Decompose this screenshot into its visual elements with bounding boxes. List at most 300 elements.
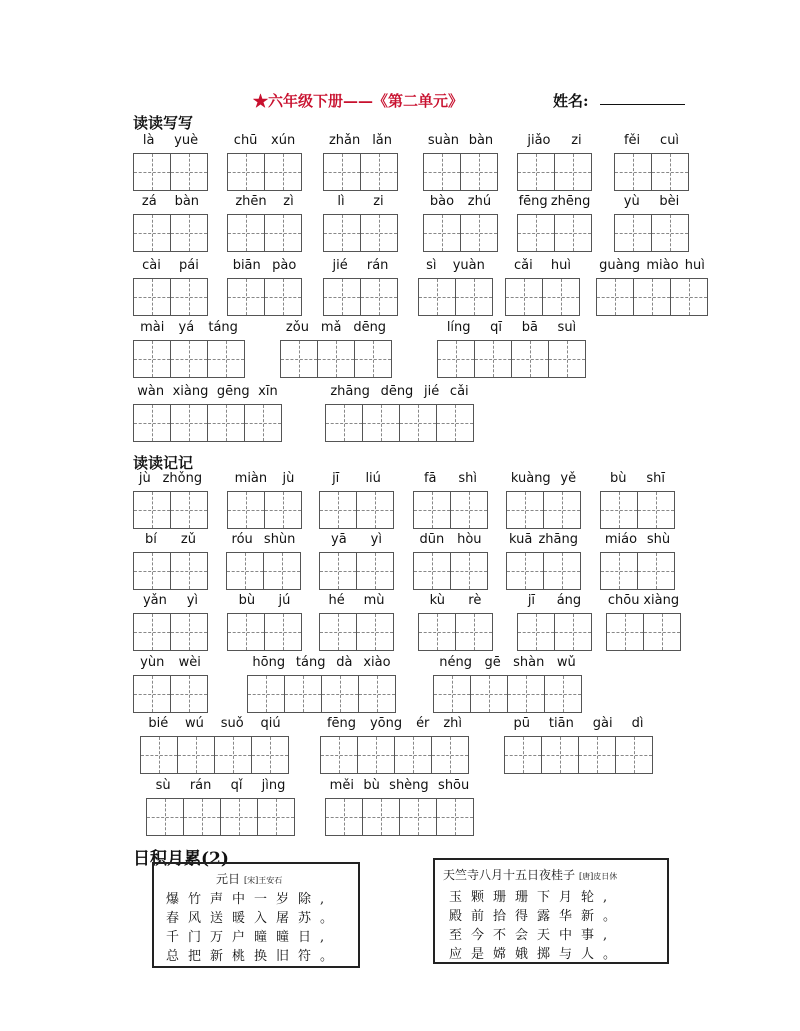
pinyin-word-group	[600, 532, 675, 590]
pinyin-row	[146, 778, 295, 796]
pinyin-syllable: mù	[363, 593, 385, 608]
writing-cell[interactable]	[319, 613, 357, 651]
tianzige-boxes	[247, 675, 396, 713]
tianzige-boxes	[133, 675, 208, 713]
pinyin-syllable: bèi	[659, 194, 680, 209]
tianzige-boxes	[323, 153, 398, 191]
tianzige-boxes	[596, 278, 708, 316]
pinyin-row	[133, 655, 208, 673]
pinyin-row	[227, 133, 302, 151]
pinyin-syllable: bàn	[174, 194, 200, 209]
name-label: 姓名:	[553, 92, 589, 110]
pinyin-row	[133, 471, 208, 489]
pinyin-syllable: suǒ	[220, 716, 244, 731]
writing-cell[interactable]	[614, 214, 652, 252]
writing-cell[interactable]	[643, 613, 681, 651]
pinyin-syllable: shī	[646, 471, 666, 486]
pinyin-word-group	[614, 194, 689, 252]
writing-cell[interactable]	[207, 404, 245, 442]
writing-cell[interactable]	[651, 153, 689, 191]
poem-line: 应是嫦娥掷与人。	[449, 947, 626, 962]
pinyin-word-group	[227, 258, 302, 316]
tianzige-boxes	[133, 404, 282, 442]
writing-cell[interactable]	[264, 491, 302, 529]
writing-cell[interactable]	[670, 278, 708, 316]
pinyin-syllable: yōng	[369, 716, 403, 731]
pinyin-syllable: zhǒng	[162, 471, 203, 486]
pinyin-syllable: shàn	[513, 655, 545, 670]
writing-cell[interactable]	[362, 404, 400, 442]
writing-cell[interactable]	[146, 798, 184, 836]
writing-cell[interactable]	[548, 340, 586, 378]
writing-cell[interactable]	[264, 278, 302, 316]
pinyin-syllable: bào	[429, 194, 455, 209]
writing-cell[interactable]	[455, 613, 493, 651]
writing-cell[interactable]	[600, 552, 638, 590]
poem-title	[216, 870, 282, 887]
pinyin-row	[320, 716, 469, 734]
pinyin-word-group	[517, 133, 592, 191]
pinyin-syllable: táng	[208, 320, 238, 335]
tianzige-boxes	[146, 798, 295, 836]
writing-cell[interactable]	[356, 552, 394, 590]
pinyin-row	[280, 320, 392, 338]
writing-cell[interactable]	[244, 404, 282, 442]
pinyin-syllable: zá	[141, 194, 157, 209]
pinyin-word-group	[596, 258, 708, 316]
pinyin-row	[505, 258, 580, 276]
writing-cell[interactable]	[437, 340, 475, 378]
pinyin-word-group	[133, 384, 282, 442]
writing-cell[interactable]	[554, 153, 592, 191]
pinyin-syllable: táng	[295, 655, 326, 670]
pinyin-syllable: zhì	[443, 716, 463, 731]
writing-cell[interactable]	[358, 675, 396, 713]
writing-cell[interactable]	[614, 153, 652, 191]
writing-cell[interactable]	[133, 340, 171, 378]
tianzige-boxes	[423, 214, 498, 252]
pinyin-syllable: jié	[332, 258, 348, 273]
pinyin-syllable: lǎn	[372, 133, 393, 148]
writing-cell[interactable]	[319, 491, 357, 529]
writing-cell[interactable]	[541, 736, 579, 774]
writing-cell[interactable]	[506, 552, 544, 590]
writing-cell[interactable]	[170, 552, 208, 590]
pinyin-row	[423, 194, 498, 212]
pinyin-row	[133, 258, 208, 276]
pinyin-syllable: shōu	[438, 778, 470, 793]
writing-cell[interactable]	[325, 798, 363, 836]
pinyin-syllable: qī	[490, 320, 503, 335]
pinyin-row	[433, 655, 582, 673]
pinyin-row	[600, 532, 675, 550]
pinyin-syllable: jìng	[261, 778, 286, 793]
pinyin-syllable: lì	[337, 194, 345, 209]
pinyin-row	[517, 194, 592, 212]
writing-cell[interactable]	[418, 278, 456, 316]
writing-cell[interactable]	[207, 340, 245, 378]
writing-cell[interactable]	[263, 552, 301, 590]
pinyin-row	[319, 593, 394, 611]
writing-cell[interactable]	[433, 675, 471, 713]
pinyin-word-group	[319, 471, 394, 529]
writing-cell[interactable]	[606, 613, 644, 651]
writing-cell[interactable]	[183, 798, 221, 836]
writing-cell[interactable]	[214, 736, 252, 774]
pinyin-syllable: yùn	[140, 655, 165, 670]
pinyin-syllable: jiǎo	[527, 133, 551, 148]
pinyin-syllable: tiān	[548, 716, 574, 731]
writing-cell[interactable]	[554, 613, 592, 651]
writing-cell[interactable]	[247, 675, 285, 713]
writing-cell[interactable]	[360, 153, 398, 191]
pinyin-syllable: rè	[468, 593, 482, 608]
pinyin-row	[140, 716, 289, 734]
pinyin-syllable: yì	[370, 532, 382, 547]
pinyin-row	[506, 532, 581, 550]
pinyin-syllable: yá	[178, 320, 195, 335]
writing-cell[interactable]	[542, 278, 580, 316]
writing-cell[interactable]	[543, 491, 581, 529]
pinyin-word-group	[413, 532, 488, 590]
pinyin-word-group	[325, 778, 474, 836]
pinyin-syllable: là	[142, 133, 155, 148]
pinyin-word-group	[227, 194, 302, 252]
writing-cell[interactable]	[517, 214, 555, 252]
writing-cell[interactable]	[140, 736, 178, 774]
pinyin-syllable: qiú	[260, 716, 281, 731]
writing-cell[interactable]	[505, 278, 543, 316]
pinyin-row	[133, 194, 208, 212]
pinyin-syllable: rán	[366, 258, 389, 273]
pinyin-syllable: sì	[426, 258, 437, 273]
writing-cell[interactable]	[517, 613, 555, 651]
pinyin-row	[614, 194, 689, 212]
writing-cell[interactable]	[264, 153, 302, 191]
tianzige-boxes	[517, 153, 592, 191]
writing-cell[interactable]	[284, 675, 322, 713]
writing-cell[interactable]	[170, 675, 208, 713]
writing-cell[interactable]	[323, 214, 361, 252]
pinyin-syllable: miáo	[604, 532, 638, 547]
writing-cell[interactable]	[357, 736, 395, 774]
writing-cell[interactable]	[399, 404, 437, 442]
writing-cell[interactable]	[543, 552, 581, 590]
writing-cell[interactable]	[321, 675, 359, 713]
writing-cell[interactable]	[177, 736, 215, 774]
pinyin-syllable: huì	[550, 258, 571, 273]
writing-cell[interactable]	[431, 736, 469, 774]
writing-cell[interactable]	[227, 613, 265, 651]
writing-cell[interactable]	[651, 214, 689, 252]
tianzige-boxes	[280, 340, 392, 378]
writing-cell[interactable]	[362, 798, 400, 836]
tianzige-boxes	[418, 613, 493, 651]
writing-cell[interactable]	[133, 613, 171, 651]
writing-cell[interactable]	[507, 675, 545, 713]
writing-cell[interactable]	[399, 798, 437, 836]
writing-cell[interactable]	[360, 214, 398, 252]
tianzige-boxes	[319, 552, 394, 590]
pinyin-syllable: xiào	[363, 655, 391, 670]
writing-cell[interactable]	[413, 552, 451, 590]
writing-cell[interactable]	[423, 153, 461, 191]
writing-cell[interactable]	[394, 736, 432, 774]
pinyin-word-group	[140, 716, 289, 774]
poem-title-text: 天竺寺八月十五日夜桂子	[443, 868, 576, 882]
pinyin-word-group	[506, 471, 581, 529]
pinyin-syllable: róu	[231, 532, 253, 547]
writing-cell[interactable]	[133, 404, 171, 442]
pinyin-syllable: yì	[186, 593, 199, 608]
writing-cell[interactable]	[257, 798, 295, 836]
writing-cell[interactable]	[554, 214, 592, 252]
writing-cell[interactable]	[323, 278, 361, 316]
poem-line: 千门万户曈曈日,	[166, 930, 334, 945]
pinyin-row	[323, 133, 398, 151]
pinyin-row	[506, 471, 581, 489]
writing-cell[interactable]	[226, 552, 264, 590]
pinyin-word-group	[323, 258, 398, 316]
writing-cell[interactable]	[413, 491, 451, 529]
tianzige-boxes	[505, 278, 580, 316]
writing-cell[interactable]	[325, 404, 363, 442]
pinyin-syllable: mǎ	[320, 320, 342, 335]
pinyin-syllable: miàn	[234, 471, 268, 486]
tianzige-boxes	[600, 552, 675, 590]
writing-cell[interactable]	[170, 491, 208, 529]
pinyin-row	[133, 320, 245, 338]
tianzige-boxes	[413, 491, 488, 529]
pinyin-row	[606, 593, 681, 611]
page-title: ★六年级下册——《第二单元》	[253, 92, 464, 110]
tianzige-boxes	[133, 491, 208, 529]
writing-cell[interactable]	[227, 214, 265, 252]
poem-line: 爆竹声中一岁除,	[166, 892, 334, 907]
pinyin-word-group	[133, 471, 208, 529]
pinyin-row	[226, 532, 301, 550]
pinyin-word-group	[133, 655, 208, 713]
writing-cell[interactable]	[170, 613, 208, 651]
pinyin-syllable: chōu	[607, 593, 640, 608]
writing-cell[interactable]	[320, 736, 358, 774]
writing-cell[interactable]	[511, 340, 549, 378]
writing-cell[interactable]	[360, 278, 398, 316]
name-blank-line[interactable]	[600, 104, 685, 105]
section-title-read-write: 读读写写	[133, 114, 194, 132]
pinyin-syllable: shùn	[263, 532, 296, 547]
writing-cell[interactable]	[227, 491, 265, 529]
pinyin-syllable: zhēng	[550, 194, 591, 209]
writing-cell[interactable]	[637, 552, 675, 590]
writing-cell[interactable]	[170, 404, 208, 442]
writing-cell[interactable]	[615, 736, 653, 774]
poem-author: [唐]皮日休	[579, 872, 618, 881]
writing-cell[interactable]	[450, 552, 488, 590]
pinyin-syllable: fēng	[326, 716, 357, 731]
writing-cell[interactable]	[170, 214, 208, 252]
writing-cell[interactable]	[133, 675, 171, 713]
writing-cell[interactable]	[251, 736, 289, 774]
pinyin-syllable: yā	[331, 532, 347, 547]
tianzige-boxes	[227, 278, 302, 316]
pinyin-syllable: gài	[592, 716, 613, 731]
writing-cell[interactable]	[544, 675, 582, 713]
tianzige-boxes	[506, 552, 581, 590]
writing-cell[interactable]	[436, 798, 474, 836]
pinyin-syllable: kù	[429, 593, 446, 608]
writing-cell[interactable]	[474, 340, 512, 378]
pinyin-word-group	[614, 133, 689, 191]
writing-cell[interactable]	[264, 214, 302, 252]
pinyin-syllable: jú	[278, 593, 291, 608]
pinyin-word-group	[505, 258, 580, 316]
writing-cell[interactable]	[133, 552, 171, 590]
pinyin-word-group	[517, 194, 592, 252]
writing-cell[interactable]	[133, 153, 171, 191]
pinyin-syllable: áng	[556, 593, 582, 608]
pinyin-syllable: biān	[232, 258, 261, 273]
writing-cell[interactable]	[133, 491, 171, 529]
pinyin-word-group	[146, 778, 295, 836]
pinyin-row	[614, 133, 689, 151]
writing-cell[interactable]	[517, 153, 555, 191]
pinyin-row	[319, 471, 394, 489]
pinyin-row	[133, 384, 282, 402]
pinyin-syllable: fěi	[623, 133, 641, 148]
writing-cell[interactable]	[600, 491, 638, 529]
pinyin-syllable: cài	[142, 258, 161, 273]
tianzige-boxes	[600, 491, 675, 529]
writing-cell[interactable]	[356, 491, 394, 529]
tianzige-boxes	[437, 340, 586, 378]
poem-author: [宋]王安石	[244, 876, 283, 885]
writing-cell[interactable]	[633, 278, 671, 316]
writing-cell[interactable]	[323, 153, 361, 191]
pinyin-syllable: zhāng	[330, 384, 370, 399]
pinyin-syllable: yǎn	[142, 593, 167, 608]
pinyin-word-group	[418, 258, 493, 316]
writing-cell[interactable]	[170, 153, 208, 191]
pinyin-syllable: pào	[272, 258, 297, 273]
pinyin-row	[227, 258, 302, 276]
writing-cell[interactable]	[220, 798, 258, 836]
writing-cell[interactable]	[170, 278, 208, 316]
writing-cell[interactable]	[460, 153, 498, 191]
pinyin-row	[323, 258, 398, 276]
writing-cell[interactable]	[170, 340, 208, 378]
pinyin-syllable: yuè	[174, 133, 199, 148]
tianzige-boxes	[323, 214, 398, 252]
poem-title	[443, 866, 617, 883]
pinyin-syllable: mài	[140, 320, 165, 335]
pinyin-syllable: jié	[424, 384, 440, 399]
tianzige-boxes	[133, 613, 208, 651]
tianzige-boxes	[504, 736, 653, 774]
pinyin-word-group	[247, 655, 396, 713]
pinyin-syllable: cuì	[660, 133, 680, 148]
writing-cell[interactable]	[227, 153, 265, 191]
pinyin-syllable: jī	[527, 593, 536, 608]
pinyin-syllable: zi	[373, 194, 384, 209]
pinyin-syllable: guàng	[599, 258, 641, 273]
pinyin-row	[596, 258, 708, 276]
tianzige-boxes	[517, 214, 592, 252]
pinyin-row	[227, 593, 302, 611]
writing-cell[interactable]	[455, 278, 493, 316]
writing-cell[interactable]	[504, 736, 542, 774]
pinyin-syllable: yuàn	[452, 258, 485, 273]
writing-cell[interactable]	[133, 278, 171, 316]
pinyin-syllable: dà	[336, 655, 353, 670]
writing-cell[interactable]	[578, 736, 616, 774]
pinyin-syllable: jī	[332, 471, 340, 486]
pinyin-syllable: xiàng	[172, 384, 209, 399]
writing-cell[interactable]	[319, 552, 357, 590]
tianzige-boxes	[614, 214, 689, 252]
writing-cell[interactable]	[470, 675, 508, 713]
pinyin-syllable: shèng	[389, 778, 429, 793]
pinyin-syllable: bí	[145, 532, 157, 547]
poem-line: 殿前拾得露华新。	[449, 909, 626, 924]
writing-cell[interactable]	[506, 491, 544, 529]
pinyin-syllable: pū	[513, 716, 530, 731]
pinyin-syllable: cǎi	[514, 258, 533, 273]
pinyin-syllable: xīn	[258, 384, 278, 399]
pinyin-syllable: shù	[646, 532, 671, 547]
pinyin-word-group	[133, 133, 208, 191]
tianzige-boxes	[133, 214, 208, 252]
writing-cell[interactable]	[356, 613, 394, 651]
pinyin-word-group	[325, 384, 474, 442]
writing-cell[interactable]	[450, 491, 488, 529]
pinyin-row	[600, 471, 675, 489]
tianzige-boxes	[517, 613, 592, 651]
pinyin-syllable: gē	[484, 655, 501, 670]
pinyin-word-group	[323, 194, 398, 252]
pinyin-row	[325, 384, 474, 402]
writing-cell[interactable]	[354, 340, 392, 378]
writing-cell[interactable]	[227, 278, 265, 316]
writing-cell[interactable]	[423, 214, 461, 252]
pinyin-word-group	[227, 471, 302, 529]
tianzige-boxes	[227, 214, 302, 252]
writing-cell[interactable]	[418, 613, 456, 651]
pinyin-row	[319, 532, 394, 550]
pinyin-syllable: kuā	[509, 532, 533, 547]
pinyin-word-group	[319, 532, 394, 590]
pinyin-syllable: bù	[609, 471, 627, 486]
pinyin-word-group	[517, 593, 592, 651]
tianzige-boxes	[614, 153, 689, 191]
pinyin-row	[504, 716, 653, 734]
writing-cell[interactable]	[280, 340, 318, 378]
writing-cell[interactable]	[133, 214, 171, 252]
writing-cell[interactable]	[264, 613, 302, 651]
pinyin-row	[325, 778, 474, 796]
tianzige-boxes	[319, 613, 394, 651]
writing-cell[interactable]	[317, 340, 355, 378]
tianzige-boxes	[418, 278, 493, 316]
pinyin-word-group	[600, 471, 675, 529]
writing-cell[interactable]	[596, 278, 634, 316]
writing-cell[interactable]	[637, 491, 675, 529]
poem-line: 总把新桃换旧符。	[166, 949, 343, 964]
writing-cell[interactable]	[460, 214, 498, 252]
pinyin-syllable: hòu	[457, 532, 482, 547]
pinyin-syllable: pái	[179, 258, 199, 273]
writing-cell[interactable]	[436, 404, 474, 442]
